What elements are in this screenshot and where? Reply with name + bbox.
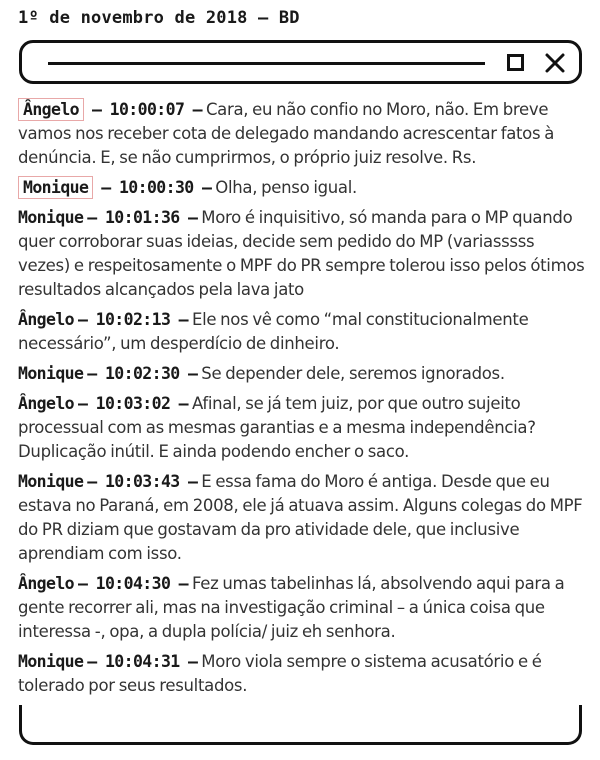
timestamp: – 10:02:30 – [87,364,198,383]
timestamp: – 10:03:02 – [77,394,188,413]
speaker-name: Ângelo [18,574,75,593]
message-text: Se depender dele, seremos ignorados. [201,364,505,383]
date-header: 1º de novembro de 2018 – BD [18,8,300,28]
speaker-name: Monique [18,364,84,383]
chat-message [18,572,588,644]
minimize-icon[interactable] [462,50,488,76]
speaker-name: Ângelo [18,310,75,329]
message-text: Moro viola sempre o sistema acusatório e é tolerado por seus resultados. [18,652,542,695]
chat-message [18,392,588,464]
speaker-name: Monique [18,652,84,671]
timestamp: – 10:04:31 – [87,652,198,671]
timestamp: – 10:02:13 – [77,310,188,329]
chat-message [18,176,588,200]
window-bottom-frame [19,705,582,745]
speaker-name: Monique [18,176,93,199]
close-icon[interactable] [542,50,568,76]
timestamp: – 10:00:30 – [101,178,212,197]
chat-message [18,650,588,698]
timestamp: – 10:04:30 – [77,574,188,593]
message-text: Olha, penso igual. [215,178,357,197]
message-text: Fez umas tabelinhas lá, absolvendo aqui para a gente recorrer ali, mas na investigação criminal – a única coisa que interessa -, opa, a dupla polícia/ juiz eh senhora. [18,574,565,641]
timestamp: – 10:03:43 – [87,472,198,491]
message-text: Moro é inquisitivo, só manda para o MP quando quer corroborar suas ideias, decide sem pedido do MP (variasssss vezes) e respeitosamente o MPF do PR sempre tolerou isso pelos ótimos resultados alcançados pela lava jato [18,208,585,299]
speaker-name: Ângelo [18,394,75,413]
chat-message [18,308,588,356]
message-text: E essa fama do Moro é antiga. Desde que eu estava no Paraná, em 2008, ele já atuava assim. Alguns colegas do MPF do PR diziam que gostavam da pro atividade dele, que inclusive aprendiam com isso. [18,472,583,563]
message-text: Afinal, se já tem juiz, por que outro sujeito processual com as mesmas garantias e a mesma independência? Duplicação inútil. E ainda podendo encher o saco. [18,394,536,461]
speaker-name: Ângelo [18,98,84,121]
chat-message [18,98,588,170]
chat-message [18,470,588,566]
timestamp: – 10:00:07 – [91,100,202,119]
message-text: Ele nos vê como “mal constitucionalmente necessário”, um desperdício de dinheiro. [18,310,529,353]
window-titlebar [19,40,582,84]
speaker-name: Monique [18,472,84,491]
speaker-name: Monique [18,208,84,227]
maximize-icon[interactable] [503,50,529,76]
title-line [48,62,466,65]
chat-message [18,206,588,302]
chat-log [18,98,588,704]
message-text: Cara, eu não confio no Moro, não. Em breve vamos nos receber cota de delegado mandando acrescentar fatos à denúncia. E, se não cumprirmos, o próprio juiz resolve. Rs. [18,100,555,167]
chat-message [18,362,588,386]
timestamp: – 10:01:36 – [87,208,198,227]
